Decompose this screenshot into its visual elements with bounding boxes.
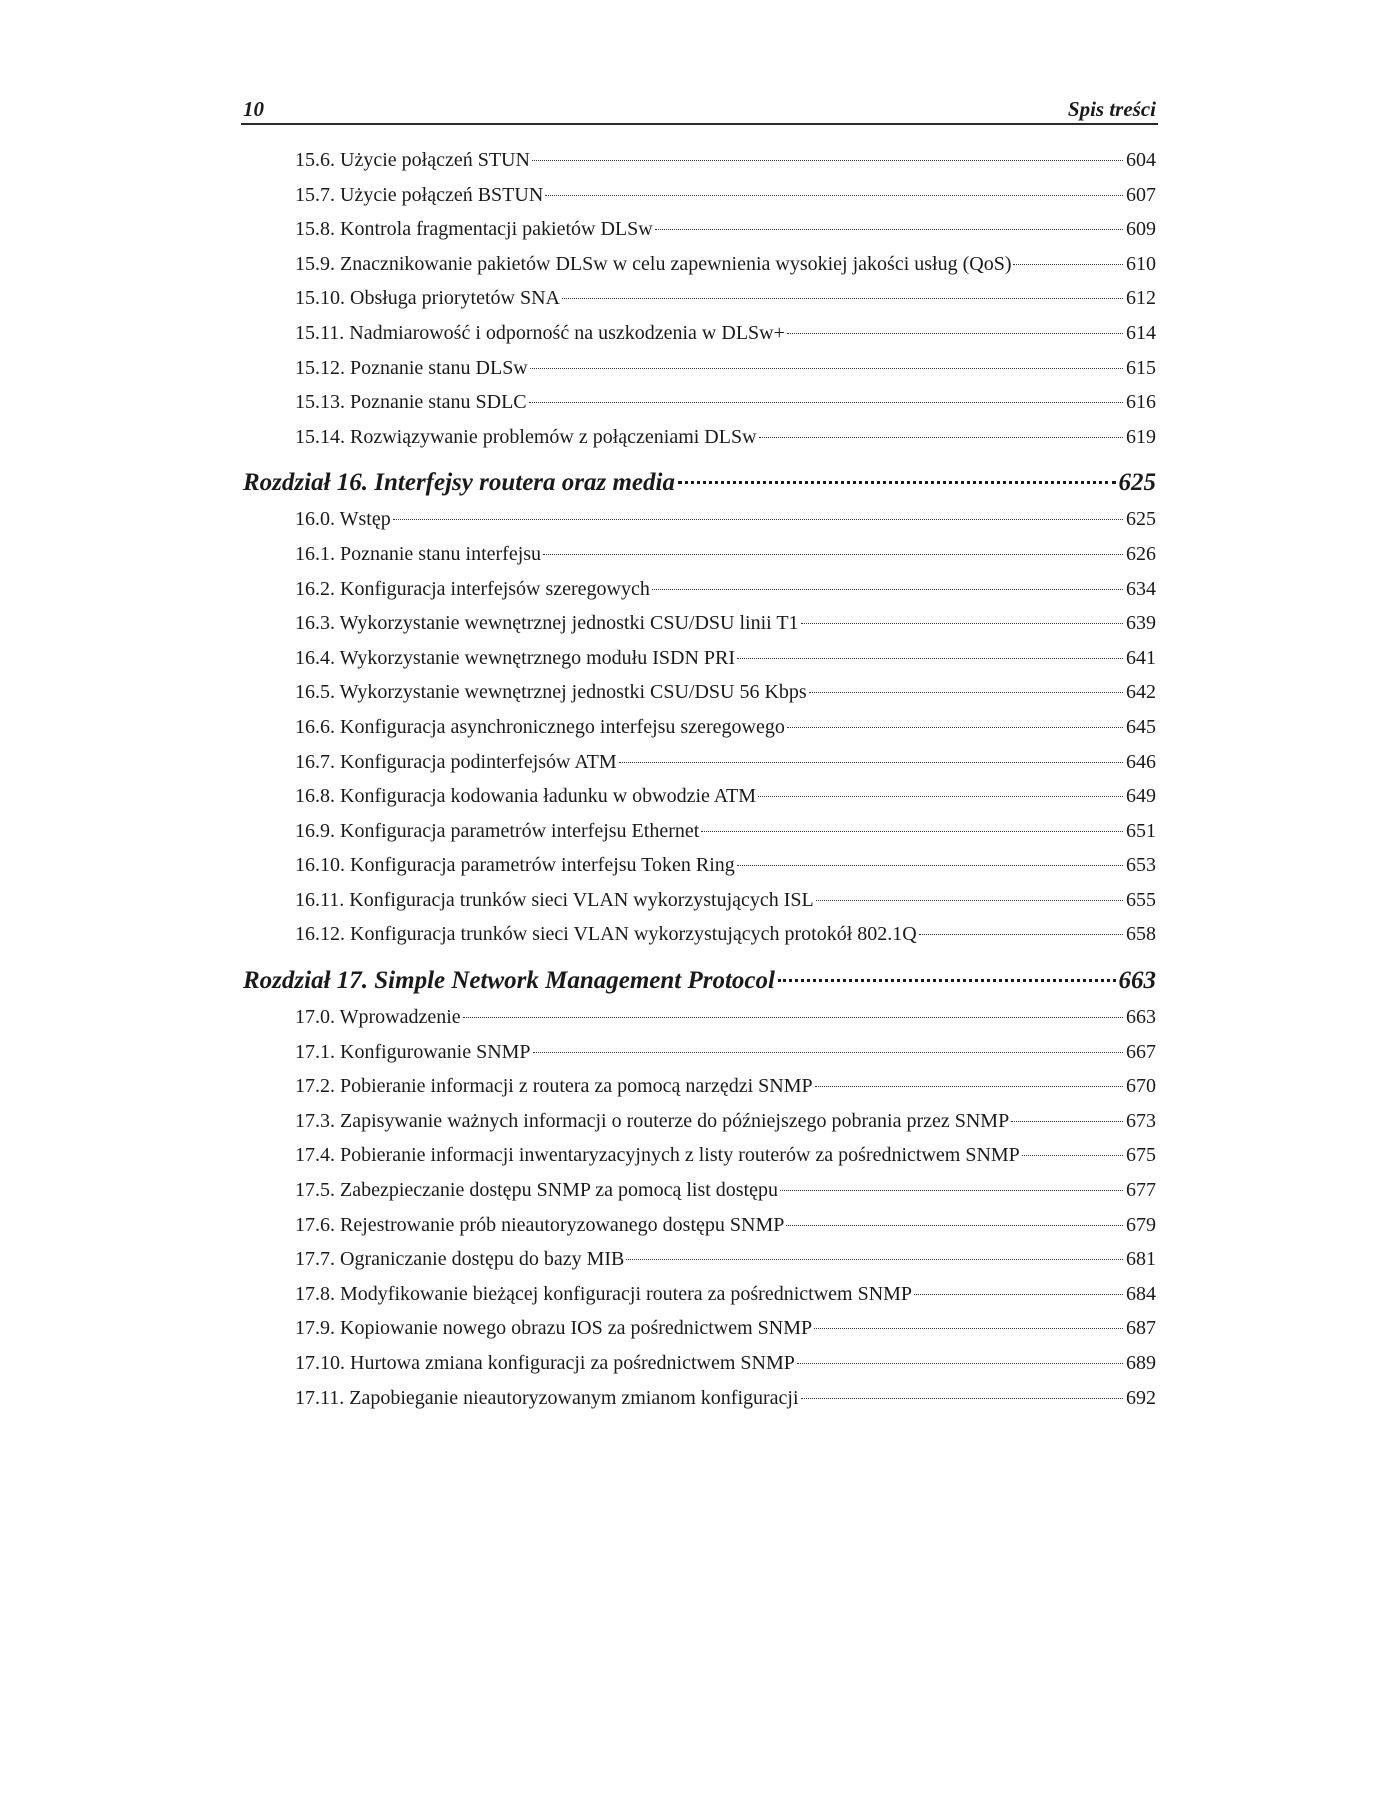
entry-title: 17.0. Wprowadzenie	[295, 1006, 461, 1029]
toc-entry[interactable]	[243, 1346, 1156, 1381]
dot-leader	[652, 589, 1123, 590]
entry-title: 15.13. Poznanie stanu SDLC	[295, 391, 527, 414]
toc-entry[interactable]	[243, 316, 1156, 351]
dot-leader	[797, 1363, 1123, 1364]
toc-entry[interactable]	[243, 351, 1156, 386]
toc-entry[interactable]	[243, 572, 1156, 607]
toc-entry[interactable]	[243, 178, 1156, 213]
entry-page: 677	[1126, 1179, 1156, 1202]
entry-title: 16.2. Konfiguracja interfejsów szeregowych	[295, 577, 650, 600]
toc-entry[interactable]	[243, 247, 1156, 282]
book-page	[243, 94, 1156, 1415]
dot-leader	[801, 1398, 1123, 1399]
chapter-title: Rozdział 16. Interfejsy routera oraz media	[243, 469, 675, 497]
chapter-page: 625	[1118, 469, 1156, 497]
toc-section-16	[243, 502, 1156, 952]
entry-title: 15.11. Nadmiarowość i odporność na uszkodzenia w DLSw+	[295, 321, 785, 344]
dot-leader	[778, 979, 1116, 982]
toc-section-17	[243, 1000, 1156, 1415]
entry-page: 670	[1126, 1075, 1156, 1098]
toc-entry[interactable]	[243, 385, 1156, 420]
entry-title: 17.10. Hurtowa zmiana konfiguracji za pośrednictwem SNMP	[295, 1352, 795, 1374]
toc-entry[interactable]	[243, 606, 1156, 641]
toc-entry[interactable]	[243, 1000, 1156, 1035]
chapter-title: Rozdział 17. Simple Network Management Protocol	[243, 967, 775, 995]
toc-section-15	[243, 143, 1156, 454]
toc-entry[interactable]	[243, 1138, 1156, 1173]
running-title: Spis treści	[1067, 97, 1156, 121]
entry-page: 681	[1126, 1248, 1156, 1271]
dot-leader	[737, 865, 1123, 866]
running-header	[241, 94, 1158, 125]
entry-title: 16.8. Konfiguracja kodowania ładunku w obwodzie ATM	[295, 785, 757, 808]
entry-page: 626	[1126, 542, 1156, 565]
dot-leader	[759, 437, 1123, 438]
dot-leader	[780, 1190, 1123, 1191]
entry-page: 679	[1126, 1213, 1156, 1236]
entry-page: 649	[1126, 785, 1156, 808]
entry-page: 639	[1126, 612, 1156, 635]
entry-title: 17.8. Modyfikowanie bieżącej konfiguracji routera za pośrednictwem SNMP	[295, 1282, 913, 1305]
dot-leader	[701, 831, 1123, 832]
toc-entry[interactable]	[243, 143, 1156, 178]
entry-page: 675	[1126, 1144, 1156, 1167]
entry-title: 16.3. Wykorzystanie wewnętrznej jednostki CSU/DSU linii T1	[295, 612, 799, 635]
dot-leader	[801, 623, 1123, 624]
toc-entry[interactable]	[243, 537, 1156, 572]
entry-page: 655	[1126, 888, 1156, 911]
toc-entry[interactable]	[243, 1381, 1156, 1416]
entry-title: 15.10. Obsługa priorytetów SNA	[295, 287, 560, 310]
entry-page: 604	[1126, 149, 1156, 171]
toc-entry[interactable]	[243, 1104, 1156, 1139]
dot-leader	[787, 727, 1123, 728]
entry-page: 634	[1126, 577, 1156, 600]
toc-entry[interactable]	[243, 1035, 1156, 1070]
entry-page: 663	[1126, 1006, 1156, 1029]
entry-title: 16.0. Wstęp	[295, 508, 391, 531]
entry-page: 642	[1126, 681, 1156, 704]
toc-entry[interactable]	[243, 1173, 1156, 1208]
entry-title: 17.3. Zapisywanie ważnych informacji o routerze do późniejszego pobrania przez SNMP	[295, 1109, 1010, 1132]
toc-entry[interactable]	[243, 675, 1156, 710]
dot-leader	[619, 762, 1123, 763]
toc-chapter-16[interactable]	[243, 464, 1156, 502]
entry-page: 616	[1126, 391, 1156, 414]
toc-entry[interactable]	[243, 917, 1156, 952]
entry-page: 658	[1126, 923, 1156, 946]
entry-page: 684	[1126, 1282, 1156, 1305]
entry-title: 17.4. Pobieranie informacji inwentaryzacyjnych z listy routerów za pośrednictwem SNMP	[295, 1144, 1020, 1167]
entry-title: 16.6. Konfiguracja asynchronicznego interfejsu szeregowego	[295, 715, 785, 738]
dot-leader	[914, 1294, 1123, 1295]
dot-leader	[393, 519, 1123, 520]
entry-title: 15.6. Użycie połączeń STUN	[295, 149, 530, 171]
toc-entry[interactable]	[243, 814, 1156, 849]
table-of-contents	[243, 143, 1156, 1415]
entry-title: 15.9. Znacznikowanie pakietów DLSw w celu zapewnienia wysokiej jakości usług (QoS)	[295, 252, 1012, 275]
entry-page: 641	[1126, 646, 1156, 669]
dot-leader	[1013, 264, 1123, 265]
toc-entry[interactable]	[243, 1069, 1156, 1104]
dot-leader	[562, 298, 1123, 299]
dot-leader	[533, 1052, 1123, 1053]
entry-page: 646	[1126, 750, 1156, 773]
toc-entry[interactable]	[243, 502, 1156, 537]
toc-entry[interactable]	[243, 848, 1156, 883]
dot-leader	[919, 934, 1123, 935]
dot-leader	[626, 1259, 1123, 1260]
entry-page: 651	[1126, 819, 1156, 842]
entry-title: 16.10. Konfiguracja parametrów interfejsu Token Ring	[295, 854, 735, 877]
dot-leader	[758, 796, 1123, 797]
toc-entry[interactable]	[243, 1208, 1156, 1243]
entry-title: 16.5. Wykorzystanie wewnętrznej jednostki CSU/DSU 56 Kbps	[295, 681, 807, 704]
entry-title: 15.14. Rozwiązywanie problemów z połączeniami DLSw	[295, 425, 757, 448]
entry-title: 16.7. Konfiguracja podinterfejsów ATM	[295, 750, 617, 773]
entry-page: 645	[1126, 715, 1156, 738]
entry-title: 15.7. Użycie połączeń BSTUN	[295, 183, 544, 206]
dot-leader	[787, 333, 1123, 334]
dot-leader	[814, 1328, 1123, 1329]
entry-page: 607	[1126, 183, 1156, 206]
dot-leader	[815, 1086, 1123, 1087]
entry-title: 16.12. Konfiguracja trunków sieci VLAN wykorzystujących protokół 802.1Q	[295, 923, 917, 946]
dot-leader	[655, 229, 1123, 230]
entry-page: 692	[1126, 1386, 1156, 1409]
toc-entry[interactable]	[243, 1277, 1156, 1312]
entry-title: 16.9. Konfiguracja parametrów interfejsu Ethernet	[295, 819, 700, 842]
entry-title: 17.9. Kopiowanie nowego obrazu IOS za pośrednictwem SNMP	[295, 1317, 813, 1340]
entry-title: 17.7. Ograniczanie dostępu do bazy MIB	[295, 1248, 625, 1271]
toc-chapter-17[interactable]	[243, 962, 1156, 1000]
toc-entry[interactable]	[243, 641, 1156, 676]
entry-title: 17.2. Pobieranie informacji z routera za pomocą narzędzi SNMP	[295, 1075, 813, 1098]
toc-entry[interactable]	[243, 420, 1156, 455]
entry-title: 17.11. Zapobieganie nieautoryzowanym zmianom konfiguracji	[295, 1386, 799, 1409]
entry-page: 612	[1126, 287, 1156, 310]
entry-page: 689	[1126, 1352, 1156, 1374]
dot-leader	[530, 368, 1123, 369]
dot-leader	[545, 195, 1123, 196]
entry-title: 16.1. Poznanie stanu interfejsu	[295, 542, 542, 565]
page-number: 10	[243, 97, 264, 121]
dot-leader	[529, 402, 1123, 403]
dot-leader	[1011, 1121, 1123, 1122]
entry-title: 15.12. Poznanie stanu DLSw	[295, 356, 528, 379]
dot-leader	[737, 658, 1123, 659]
toc-entry[interactable]	[243, 883, 1156, 918]
toc-entry[interactable]	[243, 710, 1156, 745]
entry-title: 16.4. Wykorzystanie wewnętrznego modułu ISDN PRI	[295, 646, 736, 669]
toc-entry[interactable]	[243, 281, 1156, 316]
entry-page: 687	[1126, 1317, 1156, 1340]
entry-page: 610	[1126, 252, 1156, 275]
dot-leader	[786, 1225, 1123, 1226]
dot-leader	[1022, 1155, 1123, 1156]
entry-title: 17.6. Rejestrowanie prób nieautoryzowanego dostępu SNMP	[295, 1213, 785, 1236]
entry-title: 17.1. Konfigurowanie SNMP	[295, 1040, 531, 1063]
entry-title: 17.5. Zabezpieczanie dostępu SNMP za pomocą list dostępu	[295, 1179, 779, 1202]
toc-entry[interactable]	[243, 1311, 1156, 1346]
chapter-page: 663	[1118, 967, 1156, 995]
entry-title: 15.8. Kontrola fragmentacji pakietów DLSw	[295, 218, 653, 241]
toc-entry[interactable]	[243, 212, 1156, 247]
entry-page: 667	[1126, 1040, 1156, 1063]
entry-page: 625	[1126, 508, 1156, 531]
dot-leader	[532, 160, 1123, 161]
dot-leader	[463, 1017, 1123, 1018]
dot-leader	[678, 481, 1116, 484]
entry-page: 673	[1126, 1109, 1156, 1132]
toc-entry[interactable]	[243, 1242, 1156, 1277]
toc-entry[interactable]	[243, 745, 1156, 780]
dot-leader	[809, 692, 1123, 693]
entry-page: 615	[1126, 356, 1156, 379]
dot-leader	[543, 554, 1123, 555]
entry-page: 609	[1126, 218, 1156, 241]
entry-page: 653	[1126, 854, 1156, 877]
entry-title: 16.11. Konfiguracja trunków sieci VLAN wykorzystujących ISL	[295, 888, 814, 911]
dot-leader	[816, 900, 1123, 901]
entry-page: 619	[1126, 425, 1156, 448]
toc-entry[interactable]	[243, 779, 1156, 814]
entry-page: 614	[1126, 321, 1156, 344]
